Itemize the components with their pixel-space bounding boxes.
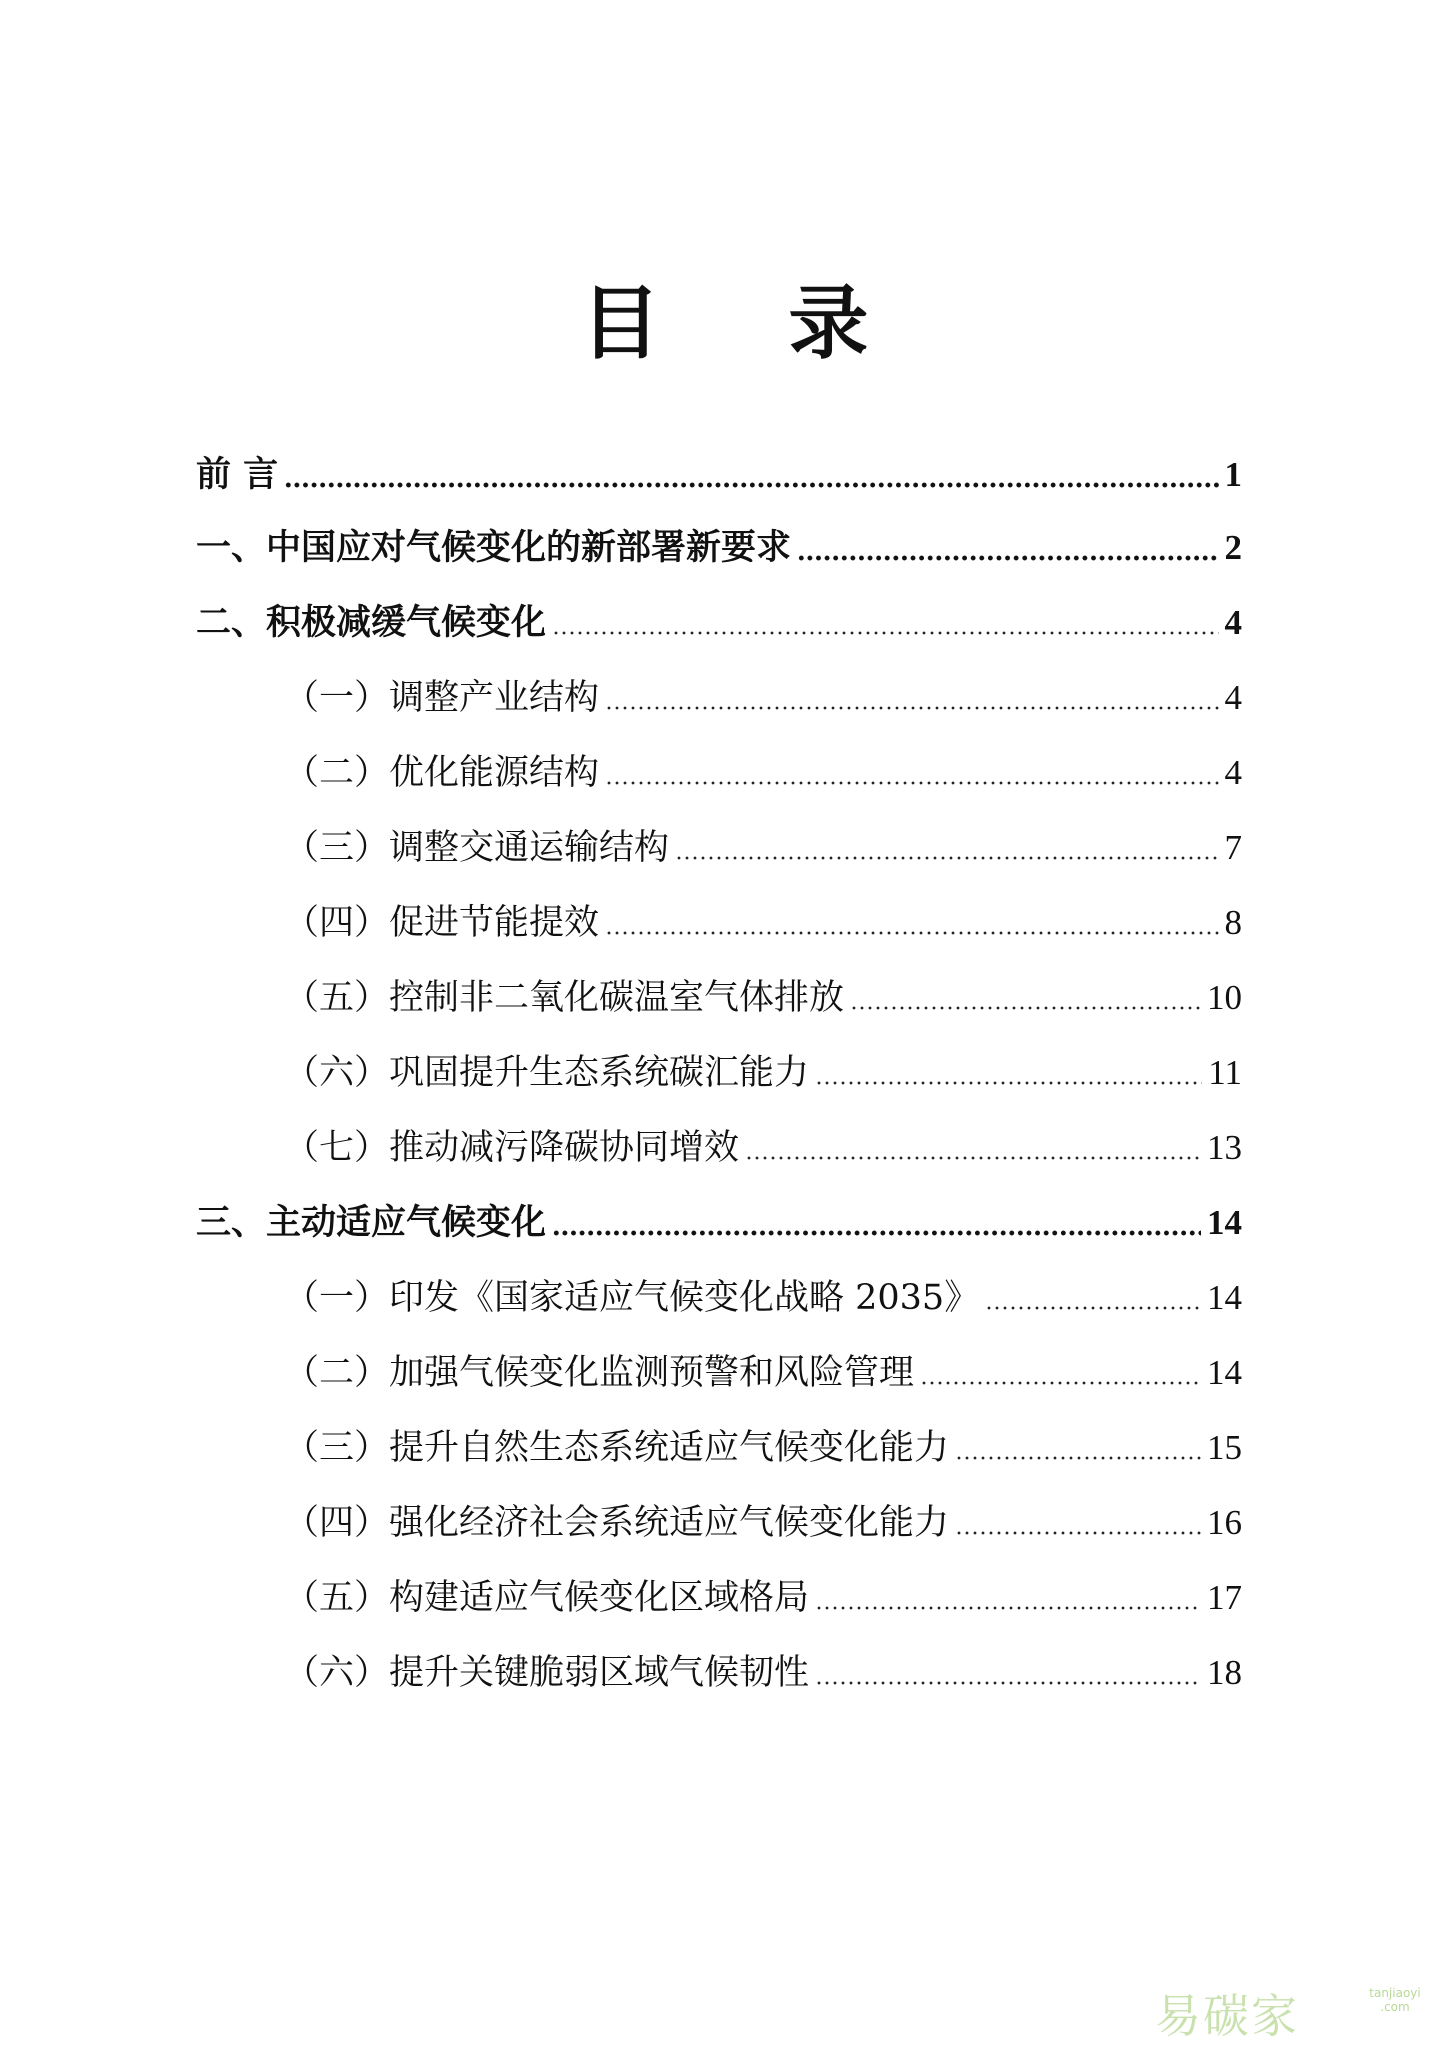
dot-leader [284, 482, 1218, 488]
toc-entry-label: （一）印发《国家适应气候变化战略 2035》 [284, 1278, 980, 1318]
toc-entry-label: （三）提升自然生态系统适应气候变化能力 [284, 1428, 950, 1468]
dot-leader [797, 555, 1218, 561]
toc-entry-page: 4 [1224, 678, 1242, 717]
dot-leader [850, 1005, 1201, 1011]
toc-entry-2-2[interactable] [284, 748, 1242, 798]
dot-leader [815, 1605, 1201, 1611]
toc-entry-page: 1 [1224, 455, 1242, 494]
toc-entry-2-4[interactable] [284, 898, 1242, 948]
toc-entry-label: 一、中国应对气候变化的新部署新要求 [196, 527, 792, 568]
toc-entry-label: （三）调整交通运输结构 [284, 828, 670, 868]
toc-entry-label: （六）提升关键脆弱区域气候韧性 [284, 1653, 810, 1693]
dot-leader [675, 855, 1218, 861]
toc-entry-page: 14 [1207, 1278, 1242, 1317]
watermark-logo [1155, 1980, 1425, 2043]
page-title: 目 录 [580, 276, 919, 370]
watermark-text: 易碳家 [1155, 1989, 1299, 2043]
dot-leader [815, 1680, 1201, 1686]
dot-leader [955, 1455, 1201, 1461]
dot-leader [552, 1230, 1201, 1236]
dot-leader [605, 705, 1218, 711]
toc-entry-page: 2 [1224, 528, 1242, 567]
toc-entry-label: （四）促进节能提效 [284, 903, 600, 943]
dot-leader [955, 1530, 1201, 1536]
toc-entry-page: 18 [1207, 1653, 1242, 1692]
toc-entry-label: 二、积极减缓气候变化 [196, 602, 547, 643]
toc-entry-2-6[interactable] [284, 1048, 1242, 1098]
toc-entry-3-1[interactable] [284, 1273, 1242, 1323]
toc-entry-2-7[interactable] [284, 1123, 1242, 1173]
toc-entry-3-5[interactable] [284, 1573, 1242, 1623]
toc-entry-label: （二）加强气候变化监测预警和风险管理 [284, 1353, 915, 1393]
dot-leader [985, 1305, 1201, 1311]
dot-leader [605, 930, 1218, 936]
toc-entry-3-6[interactable] [284, 1648, 1242, 1698]
toc-entry-page: 15 [1207, 1428, 1242, 1467]
toc-entry-page: 14 [1207, 1203, 1242, 1242]
toc-entry-preface[interactable] [196, 450, 1242, 500]
toc-entry-label: （七）推动减污降碳协同增效 [284, 1128, 740, 1168]
toc-entry-label: 前 言 [196, 454, 279, 495]
toc-entry-page: 14 [1207, 1353, 1242, 1392]
toc-entry-section-3[interactable] [196, 1198, 1242, 1248]
toc-entry-page: 16 [1207, 1503, 1242, 1542]
dot-leader [605, 780, 1218, 786]
toc-entry-2-5[interactable] [284, 973, 1242, 1023]
watermark-subtext: tanjiaoyi .com [1369, 1986, 1421, 2014]
toc-entry-page: 13 [1207, 1128, 1242, 1167]
toc-entry-label: （五）构建适应气候变化区域格局 [284, 1578, 810, 1618]
dot-leader [552, 630, 1218, 636]
toc-entry-label: 三、主动适应气候变化 [196, 1202, 547, 1243]
toc-entry-page: 4 [1224, 603, 1242, 642]
toc-entry-label: （四）强化经济社会系统适应气候变化能力 [284, 1503, 950, 1543]
toc-entry-2-1[interactable] [284, 673, 1242, 723]
toc-entry-3-3[interactable] [284, 1423, 1242, 1473]
toc-entry-label: （六）巩固提升生态系统碳汇能力 [284, 1053, 810, 1093]
dot-leader [745, 1155, 1201, 1161]
toc-entry-label: （二）优化能源结构 [284, 753, 600, 793]
toc-entry-page: 17 [1207, 1578, 1242, 1617]
toc-entry-label: （五）控制非二氧化碳温室气体排放 [284, 978, 845, 1018]
toc-entry-page: 10 [1207, 978, 1242, 1017]
toc-entry-page: 11 [1208, 1053, 1242, 1092]
toc-entry-section-2[interactable] [196, 598, 1242, 648]
toc-entry-page: 7 [1224, 828, 1242, 867]
toc-entry-section-1[interactable] [196, 523, 1242, 573]
dot-leader [815, 1080, 1202, 1086]
toc-entry-3-4[interactable] [284, 1498, 1242, 1548]
toc-entry-page: 4 [1224, 753, 1242, 792]
dot-leader [920, 1380, 1201, 1386]
toc-entry-3-2[interactable] [284, 1348, 1242, 1398]
toc-entry-label: （一）调整产业结构 [284, 678, 600, 718]
toc-entry-page: 8 [1224, 903, 1242, 942]
toc-entry-2-3[interactable] [284, 823, 1242, 873]
